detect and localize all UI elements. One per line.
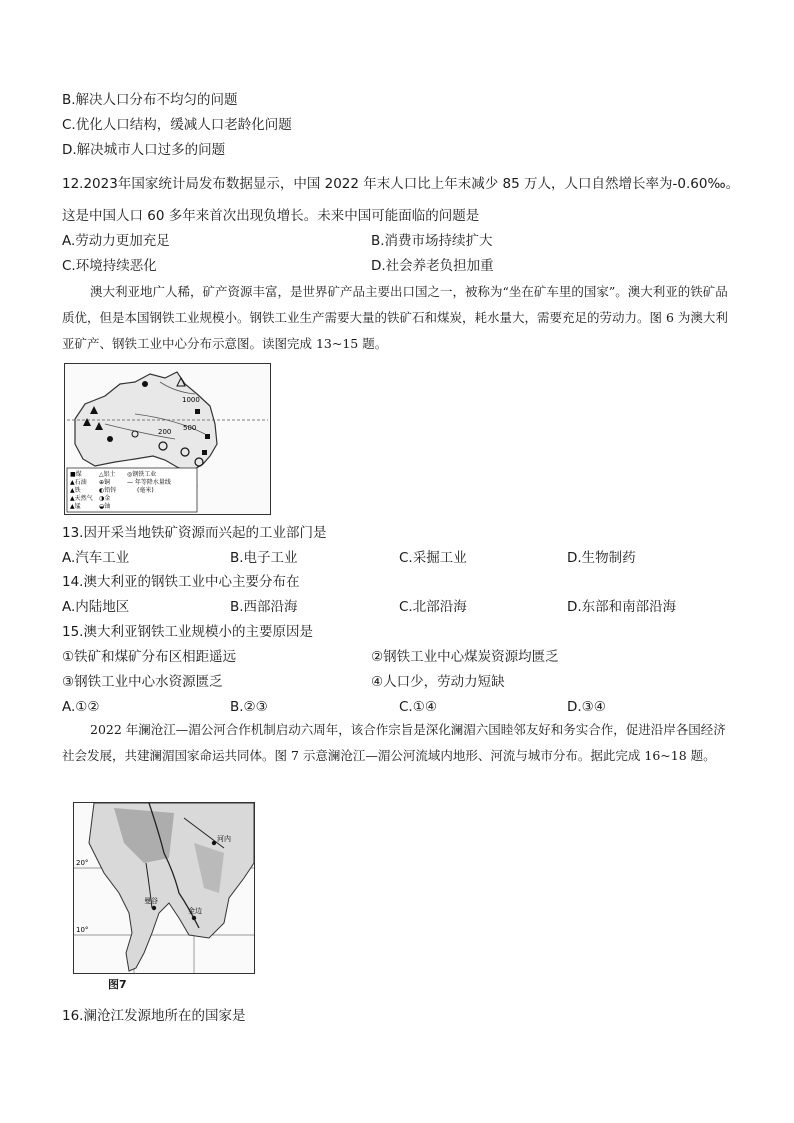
australia-outline <box>75 372 217 472</box>
passage-mekong-text: 2022 年澜沧江—湄公河合作机制启动六周年，该合作宗旨是深化澜湄六国睦邻友好和务实合作，促进沿岸各国经济社会发展，共建澜湄国家命运共同体。图 7 示意澜沧江—湄公河流域内地形、河流与城市分布。据此完成 16~18 题。 <box>62 722 726 763</box>
passage-mekong <box>62 717 734 769</box>
legend-item: ◒铀 <box>99 503 111 510</box>
coal-symbol <box>205 434 210 439</box>
q13-option-d: D.生物制药 <box>567 550 636 566</box>
q14-option-a: A.内陆地区 <box>62 599 130 615</box>
q12-option-c: C.环境持续恶化 <box>62 258 157 274</box>
contour-label-1000: 1000 <box>182 396 200 404</box>
q13-option-a: A.汽车工业 <box>62 550 130 566</box>
figure-6-australia-map <box>64 363 271 515</box>
legend-item: ◐铅锌 <box>99 487 117 494</box>
legend-item: (毫米) <box>137 487 154 494</box>
q13-option-b: B.电子工业 <box>230 550 298 566</box>
legend-item: ▲铁 <box>70 487 81 494</box>
legend-item: ⊕铜 <box>99 479 111 486</box>
city-phnompenh-label: 金边 <box>188 907 202 915</box>
q14-option-c: C.北部沿海 <box>399 599 467 615</box>
q12-option-a: A.劳动力更加充足 <box>62 233 170 249</box>
city-bangkok-symbol <box>152 906 156 910</box>
legend-item: ▲石油 <box>70 479 87 486</box>
lat-label-10: 10° <box>76 926 89 934</box>
q13-stem: 13.因开采当地铁矿资源而兴起的工业部门是 <box>62 525 327 541</box>
legend-item: ▲锰 <box>70 503 81 510</box>
q12-option-b: B.消费市场持续扩大 <box>371 233 493 249</box>
city-hanoi-symbol <box>212 841 216 845</box>
legend-item: △铝土 <box>99 471 116 478</box>
city-phnompenh-symbol <box>192 916 196 920</box>
figure-7-caption: 图7 <box>108 978 127 991</box>
q15-option-c: C.①④ <box>399 699 437 715</box>
contour-label-200: 200 <box>158 428 172 436</box>
gold-symbol <box>107 436 113 442</box>
legend-item: ▲天然气 <box>70 495 93 502</box>
q15-item-2: ②钢铁工业中心煤炭资源均匮乏 <box>371 649 559 665</box>
lead-zinc-symbol <box>142 381 148 387</box>
q12-stem-line1: 12.2023年国家统计局发布数据显示，中国 2022 年末人口比上年末减少 85 万人，人口自然增长率为-0.60‰。 <box>62 176 740 192</box>
q14-stem: 14.澳大利亚的钢铁工业中心主要分布在 <box>62 574 300 590</box>
coal-symbol <box>202 450 207 455</box>
q15-stem: 15.澳大利亚钢铁工业规模小的主要原因是 <box>62 624 313 640</box>
legend-item: — 年等降水量线 <box>127 479 171 486</box>
passage-australia <box>62 279 734 357</box>
contour-label-500: 500 <box>183 424 197 432</box>
legend-item: ◑金 <box>99 495 111 502</box>
city-bangkok-label: 曼谷 <box>144 897 158 905</box>
legend-item: ■煤 <box>70 471 82 478</box>
passage-australia-text: 澳大利亚地广人稀，矿产资源丰富，是世界矿产品主要出口国之一，被称为“坐在矿车里的国家”。澳大利亚的铁矿品质优，但是本国钢铁工业规模小。钢铁工业生产需要大量的铁矿石和煤炭，耗水量大，需要充足的劳动力。图 6 为澳大利亚矿产、钢铁工业中心分布示意图。读图完成 13~15 题。 <box>62 284 728 351</box>
coal-symbol <box>195 409 200 414</box>
q12-stem-line2: 这是中国人口 60 多年来首次出现负增长。未来中国可能面临的问题是 <box>62 208 480 224</box>
q11-option-b: B.解决人口分布不均匀的问题 <box>62 92 238 108</box>
q15-option-b: B.②③ <box>230 699 268 715</box>
city-hanoi-label: 河内 <box>217 835 231 843</box>
q13-option-c: C.采掘工业 <box>399 550 467 566</box>
q15-item-4: ④人口少，劳动力短缺 <box>371 674 505 690</box>
q15-option-d: D.③④ <box>567 699 606 715</box>
lat-label-20: 20° <box>76 859 89 867</box>
q15-option-a: A.①② <box>62 699 100 715</box>
figure-7-mekong-map <box>73 802 255 974</box>
q12-option-d: D.社会养老负担加重 <box>371 258 494 274</box>
q15-item-3: ③钢铁工业中心水资源匮乏 <box>62 674 223 690</box>
q11-option-d: D.解决城市人口过多的问题 <box>62 142 226 158</box>
legend-item: ◎钢铁工业 <box>127 471 157 478</box>
q14-option-b: B.西部沿海 <box>230 599 298 615</box>
q11-option-c: C.优化人口结构，缓减人口老龄化问题 <box>62 117 292 133</box>
q14-option-d: D.东部和南部沿海 <box>567 599 677 615</box>
q15-item-1: ①铁矿和煤矿分布区相距遥远 <box>62 649 237 665</box>
q16-stem: 16.澜沧江发源地所在的国家是 <box>62 1008 246 1024</box>
